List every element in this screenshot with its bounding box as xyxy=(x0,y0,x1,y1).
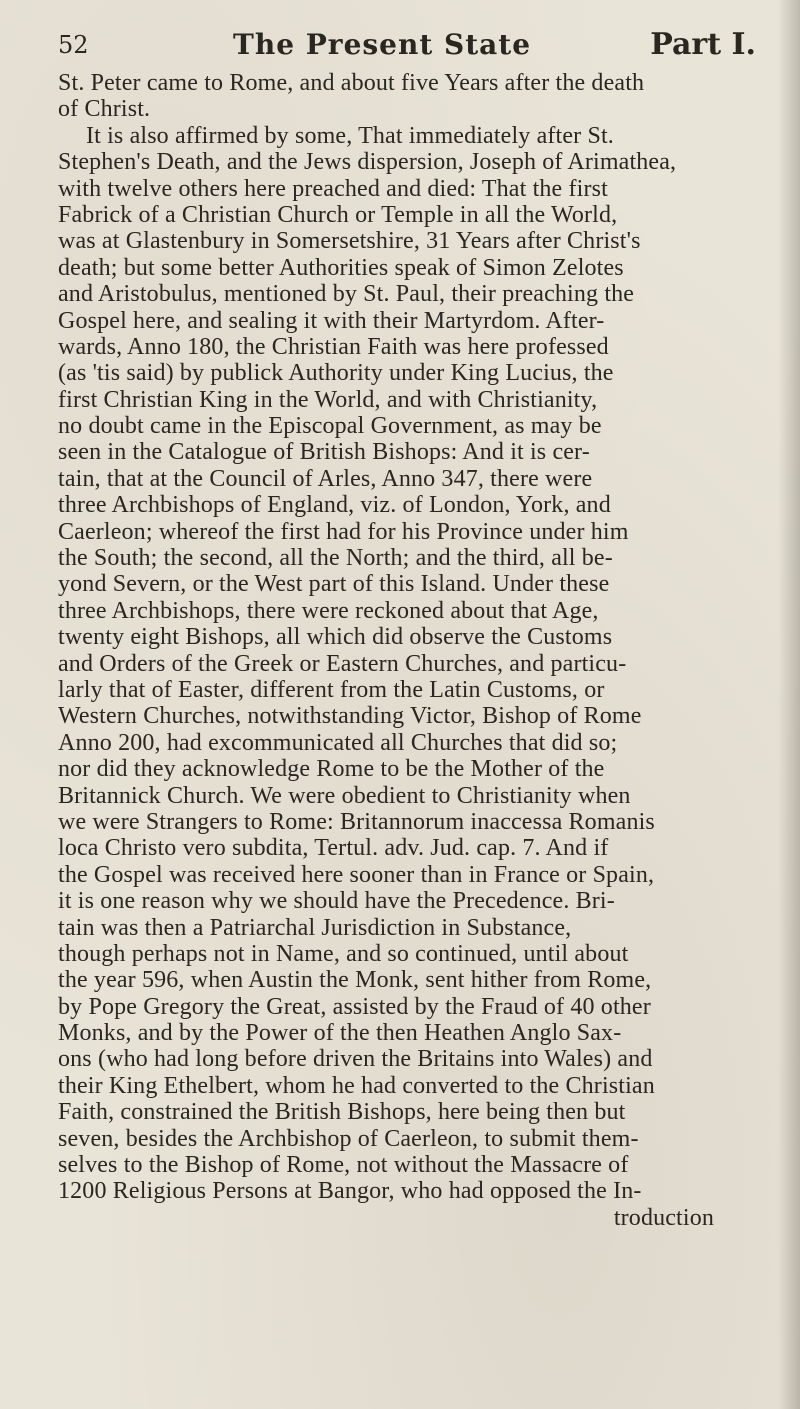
running-title: The Present State xyxy=(233,28,532,61)
text-line: tain was then a Patriarchal Jurisdiction in Substance, xyxy=(58,914,572,941)
text-line: three Archbishops, there were reckoned about that Age, xyxy=(58,597,599,624)
text-line: yond Severn, or the West part of this Island. Under these xyxy=(58,571,610,598)
text-line: though perhaps not in Name, and so continued, until about xyxy=(58,940,629,967)
text-line: death; but some better Authorities speak of Simon Zelotes xyxy=(58,254,624,281)
text-line: first Christian King in the World, and with Christianity, xyxy=(58,386,598,413)
running-head xyxy=(58,22,774,68)
text-line: Anno 200, had excommunicated all Churches that did so; xyxy=(58,729,618,756)
text-line: and Aristobulus, mentioned by St. Paul, their preaching the xyxy=(58,281,635,308)
text-line: ons (who had long before driven the Britains into Wales) and xyxy=(58,1046,653,1073)
text-line: by Pope Gregory the Great, assisted by the Fraud of 40 other xyxy=(58,993,651,1020)
text-line: Britannick Church. We were obedient to Christianity when xyxy=(58,782,631,809)
text-line: 1200 Religious Persons at Bangor, who had opposed the In- xyxy=(58,1178,642,1205)
text-line: seen in the Catalogue of British Bishops: And it is cer- xyxy=(58,439,590,466)
text-line: seven, besides the Archbishop of Caerleon, to submit them- xyxy=(58,1125,639,1152)
text-line: St. Peter came to Rome, and about five Years after the death xyxy=(58,70,645,96)
text-line: was at Glastenbury in Somersetshire, 31 Years after Christ's xyxy=(58,228,641,255)
text-line: Gospel here, and sealing it with their Martyrdom. After- xyxy=(58,307,605,334)
text-line: Fabrick of a Christian Church or Temple in all the World, xyxy=(58,201,618,228)
text-line: Faith, constrained the British Bishops, here being then but xyxy=(58,1099,626,1126)
page-number: 52 xyxy=(58,31,89,59)
text-line: three Archbishops of England, viz. of London, York, and xyxy=(58,492,611,519)
text-line: Caerleon; whereof the first had for his Province under him xyxy=(58,518,629,545)
text-line: and Orders of the Greek or Eastern Churches, and particu- xyxy=(58,650,627,677)
text-line: It is also affirmed by some, That immediately after St. xyxy=(86,122,614,149)
text-line: selves to the Bishop of Rome, not without the Massacre of xyxy=(58,1152,629,1179)
text-line: loca Christo vero subdita, Tertul. adv. Jud. cap. 7. And if xyxy=(58,835,609,862)
text-line: with twelve others here preached and died: That the first xyxy=(58,175,608,202)
text-line: nor did they acknowledge Rome to be the Mother of the xyxy=(58,756,605,783)
text-line: we were Strangers to Rome: Britannorum inaccessa Romanis xyxy=(58,808,655,835)
text-line: troduction xyxy=(613,1204,714,1231)
text-line: Western Churches, notwithstanding Victor, Bishop of Rome xyxy=(58,703,642,730)
text-line: no doubt came in the Episcopal Government, as may be xyxy=(58,413,602,440)
text-line: wards, Anno 180, the Christian Faith was here professed xyxy=(58,333,609,360)
text-line: tain, that at the Council of Arles, Anno 347, there were xyxy=(58,465,593,492)
part-label: Part I. xyxy=(650,27,756,62)
text-line: the Gospel was received here sooner than in France or Spain, xyxy=(58,861,655,888)
text-line: the year 596, when Austin the Monk, sent hither from Rome, xyxy=(58,967,652,994)
text-line: their King Ethelbert, whom he had converted to the Christian xyxy=(58,1072,655,1099)
text-line: Stephen's Death, and the Jews dispersion, Joseph of Arimathea, xyxy=(58,149,677,176)
page-edge-shadow xyxy=(778,0,800,1409)
text-line: it is one reason why we should have the Precedence. Bri- xyxy=(58,888,615,915)
text-line: of Christ. xyxy=(58,96,151,123)
text-line: larly that of Easter, different from the Latin Customs, or xyxy=(58,676,605,703)
text-line: the South; the second, all the North; and the third, all be- xyxy=(58,545,613,572)
text-line: (as 'tis said) by publick Authority under King Lucius, the xyxy=(58,360,614,387)
body-text xyxy=(58,70,774,1231)
text-line: Monks, and by the Power of the then Heathen Anglo Sax- xyxy=(58,1020,622,1047)
text-line: twenty eight Bishops, all which did observe the Customs xyxy=(58,624,613,651)
